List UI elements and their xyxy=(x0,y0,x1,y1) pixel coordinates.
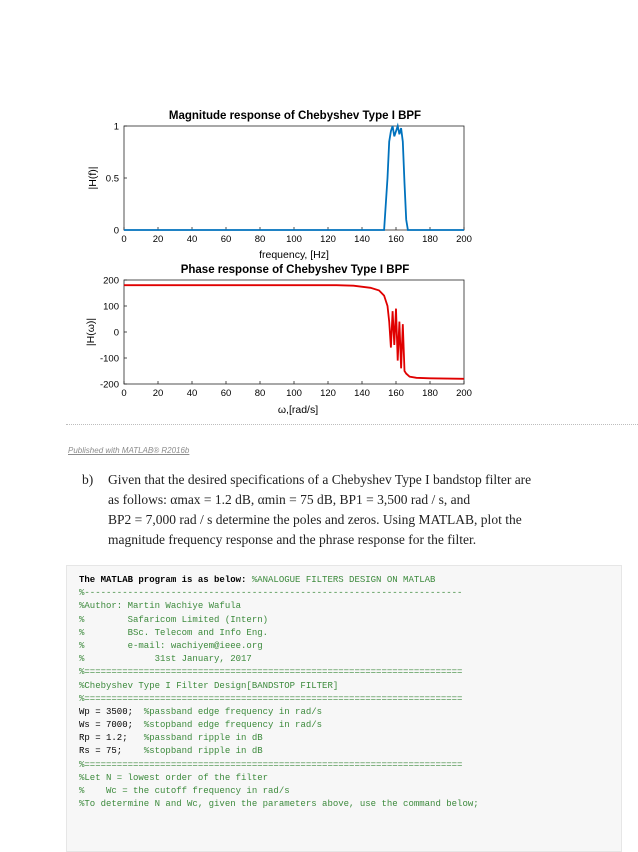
phase-y-ticks xyxy=(100,276,127,391)
phase-chart-title: Phase response of Chebyshev Type I BPF xyxy=(180,264,410,276)
code-line xyxy=(79,759,621,772)
phase-x-axis-label: ω,[rad/s] xyxy=(277,404,319,416)
problem-line-3: BP2 = 7,000 rad / s determine the poles and zeros. Using MATLAB, plot the xyxy=(108,512,522,527)
code-comment: %====================================================================== xyxy=(79,667,463,678)
code-comment: %Author: Martin Wachiye Wafula xyxy=(79,601,242,612)
phase-x-tick-label: 160 xyxy=(388,388,404,399)
problem-label: b) xyxy=(82,472,94,487)
code-comment: %passband ripple in dB xyxy=(143,733,263,744)
phase-x-tick-label: 100 xyxy=(286,388,302,399)
code-comment: %====================================================================== xyxy=(79,693,463,704)
code-statement: Rp = 1.2; xyxy=(79,733,144,744)
magnitude-y-axis-label: |H(f)| xyxy=(87,166,99,190)
magnitude-x-tick-label: 120 xyxy=(320,234,336,245)
code-comment: % 31st January, 2017 xyxy=(79,654,252,665)
phase-x-tick-label: 180 xyxy=(422,388,438,399)
magnitude-x-tick-label: 180 xyxy=(422,234,438,245)
magnitude-x-tick-label: 0 xyxy=(121,234,127,245)
code-line xyxy=(79,785,621,798)
code-line xyxy=(79,745,621,758)
code-comment: % e-mail: wachiyem@ieee.org xyxy=(79,640,263,651)
code-statement: Wp = 3500; xyxy=(79,706,144,717)
phase-y-tick-label: -200 xyxy=(99,379,119,391)
magnitude-x-tick-label: 40 xyxy=(186,234,198,245)
magnitude-chart-title: Magnitude response of Chebyshev Type I BPF xyxy=(168,110,422,122)
code-line xyxy=(79,653,621,666)
phase-y-tick-label: -100 xyxy=(99,353,119,365)
code-comment: %passband edge frequency in rad/s xyxy=(143,706,323,717)
section-divider xyxy=(66,424,638,425)
code-line xyxy=(79,680,621,693)
code-line xyxy=(79,706,621,719)
magnitude-x-axis-label: frequency, [Hz] xyxy=(259,249,329,261)
code-comment: %====================================================================== xyxy=(79,759,463,770)
problem-line-2: as follows: αmax = 1.2 dB, αmin = 75 dB, BP1 = 3,500 rad / s, and xyxy=(108,492,471,507)
magnitude-x-tick-label: 80 xyxy=(254,234,266,245)
published-with-matlab-link[interactable]: Published with MATLAB® R2016b xyxy=(68,446,190,455)
code-line xyxy=(79,587,621,600)
code-comment: %stopband ripple in dB xyxy=(143,746,263,757)
code-comment: %Chebyshev Type I Filter Design[BANDSTOP FILTER] xyxy=(79,680,339,691)
phase-x-tick-label: 60 xyxy=(220,388,232,399)
magnitude-y-tick-label: 1 xyxy=(113,121,119,133)
code-comment: %---------------------------------------------------------------------- xyxy=(79,588,463,599)
code-line xyxy=(79,732,621,745)
phase-x-tick-label: 80 xyxy=(254,388,266,399)
magnitude-plot-area xyxy=(124,126,464,230)
code-comment: % BSc. Telecom and Info Eng. xyxy=(79,627,269,638)
magnitude-response-figure xyxy=(80,100,480,265)
problem-statement xyxy=(84,470,574,550)
magnitude-x-tick-label: 160 xyxy=(388,234,404,245)
magnitude-x-tick-label: 20 xyxy=(152,234,164,245)
phase-y-tick-label: 200 xyxy=(103,275,119,287)
phase-x-tick-label: 40 xyxy=(186,388,198,399)
code-line xyxy=(79,772,621,785)
magnitude-x-tick-label: 140 xyxy=(354,234,370,245)
code-line xyxy=(79,693,621,706)
phase-x-tick-label: 200 xyxy=(456,388,472,399)
magnitude-x-tick-label: 100 xyxy=(286,234,302,245)
code-statement: Rs = 75; xyxy=(79,746,144,757)
code-line xyxy=(79,574,621,587)
phase-y-tick-label: 0 xyxy=(113,327,119,339)
magnitude-y-tick-label: 0.5 xyxy=(105,173,119,185)
problem-line-4: magnitude frequency response and the phrase response for the filter. xyxy=(108,532,477,547)
code-statement: Ws = 7000; xyxy=(79,720,144,731)
phase-y-tick-label: 100 xyxy=(103,301,119,313)
code-line xyxy=(79,640,621,653)
code-line xyxy=(79,600,621,613)
magnitude-x-tick-label: 60 xyxy=(220,234,232,245)
magnitude-y-tick-label: 0 xyxy=(113,225,119,237)
phase-plot-area xyxy=(124,280,464,384)
phase-x-tick-label: 140 xyxy=(354,388,370,399)
magnitude-x-tick-label: 200 xyxy=(456,234,472,245)
code-heading: The MATLAB program is as below: xyxy=(79,575,252,585)
code-line xyxy=(79,719,621,732)
code-comment: % Safaricom Limited (Intern) xyxy=(79,614,269,625)
phase-x-tick-label: 120 xyxy=(320,388,336,399)
phase-x-tick-label: 0 xyxy=(121,388,127,399)
code-comment: %stopband edge frequency in rad/s xyxy=(143,720,323,731)
matlab-code-block xyxy=(66,565,622,852)
code-line xyxy=(79,666,621,679)
code-comment: %ANALOGUE FILTERS DESIGN ON MATLAB xyxy=(251,575,436,585)
problem-line-1: Given that the desired specifications of a Chebyshev Type I bandstop filter are xyxy=(108,472,532,487)
phase-x-tick-label: 20 xyxy=(152,388,164,399)
code-comment: % Wc = the cutoff frequency in rad/s xyxy=(79,786,290,796)
code-line xyxy=(79,798,621,811)
phase-y-axis-label: |H(ω)| xyxy=(85,317,97,347)
code-comment: %To determine N and Wc, given the parameters above, use the command below; xyxy=(79,799,479,810)
code-line xyxy=(79,627,621,640)
phase-response-figure xyxy=(80,262,480,422)
code-comment: %Let N = lowest order of the filter xyxy=(79,772,269,783)
code-line xyxy=(79,614,621,627)
